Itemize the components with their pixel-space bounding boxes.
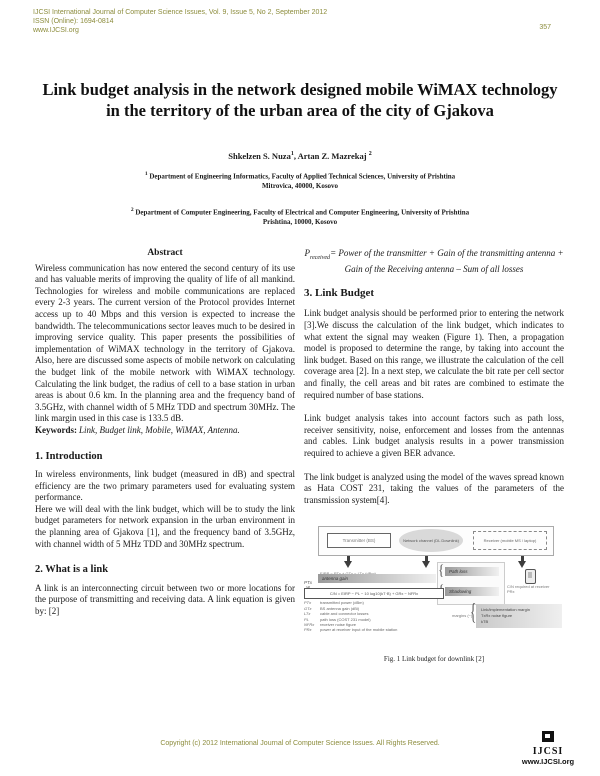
author-1-sup: 1 — [290, 151, 294, 158]
legend-symbol: GTx — [304, 605, 312, 611]
intro-paragraph-2: Here we will deal with the link budget, which will be to study the link budget parameters for network expansion in the urban environment in the planning area of Gjakova [1], and the frequency band of 3.5GHz, with channel width of 5 MHz TDD and 30MHz spectrum. — [35, 503, 295, 549]
section-heading-what-is-a-link: 2. What is a link — [35, 564, 109, 576]
authors-line — [0, 151, 600, 161]
paper-title: Link budget analysis in the network designed mobile WiMAX technology in the territory of the urban area of the city of Gjakova — [42, 80, 558, 120]
legend-symbol: PTx — [304, 600, 312, 606]
equation-rhs: = Power of the transmitter + Gain of the transmitting antenna + Gain of the Receiving antenna – Sum of all losses — [330, 248, 564, 275]
link-budget-diagram — [304, 526, 564, 648]
affiliation-2-line2: Prishtina, 10000, Kosovo — [262, 217, 338, 226]
margin-line: Link/implementation margin — [481, 607, 530, 613]
legend-symbol: PL — [304, 616, 309, 622]
affiliation-1-sup: 1 — [144, 171, 148, 177]
budget-paragraph-1: Link budget analysis should be performed prior to entering the network [3].We discuss the calculation of the link budget, which indicates to what extent the signal may weaken (Figure 1). Then, a propagation model is proposed to determine the range, by taking into account the link budget. Based on this range, we illustrate the calculation of the cell coverage area [2]. In a next step, we calculate the bit rate per cell sector and finally, the cell areas and bit rates are combined to estimate the required number of base stations. — [304, 308, 564, 400]
margin-line: TxRx noise figure — [481, 613, 513, 619]
legend-desc: receiver noise figure — [320, 621, 357, 627]
section-heading-introduction: 1. Introduction — [35, 450, 103, 462]
down-arrow-icon — [518, 556, 526, 568]
network-channel-cloud: Network channel (DL Downlink) — [399, 529, 463, 552]
author-1: Shkelzen S. Nuza — [228, 151, 291, 161]
ijcsi-logo — [516, 729, 580, 766]
affiliation-2 — [60, 206, 540, 227]
journal-header — [33, 8, 327, 35]
legend-symbol: PRx — [304, 627, 312, 633]
cn-formula-box: C/N = EIRP − PL − 10 log10(kT·B) + GRx − NFRx — [304, 588, 444, 599]
shadowing-bar: Shadowing — [445, 587, 499, 596]
legend-row — [304, 627, 439, 632]
affiliation-2-line1: Department of Computer Engineering, Faculty of Electrical and Computer Engineering, University of Prishtina — [133, 208, 470, 217]
down-arrow-icon — [344, 556, 352, 568]
legend-symbol: NFRx — [304, 621, 315, 627]
cn-line1: C/N required at receiver — [507, 584, 550, 590]
margin-line: kTB — [481, 619, 489, 625]
figure-caption: Fig. 1 Link budget for downlink [2] — [383, 655, 485, 664]
page-number: 357 — [539, 24, 551, 31]
section-heading-link-budget: 3. Link Budget — [304, 286, 374, 299]
equation-subscript: received — [309, 254, 331, 261]
mobile-phone-icon — [525, 569, 536, 584]
legend-symbol: LTx — [304, 611, 311, 617]
keywords-line — [35, 425, 295, 437]
journal-header-line2: ISSN (Online): 1694-0814 — [33, 18, 114, 25]
affiliation-2-sup: 2 — [130, 207, 134, 213]
affiliation-1-line2: Mitrovica, 40000, Kosovo — [261, 181, 339, 190]
author-separator: , — [293, 151, 298, 161]
antenna-gain-bar: antenna gain — [318, 574, 436, 583]
body-columns — [35, 248, 565, 666]
margins-note: margins (−) — [452, 613, 473, 619]
path-loss-bar: Path loss — [445, 567, 499, 576]
link-paragraph-1: A link is an interconnecting circuit between two or more locations for the purpose of transmitting and receiving data. A link equation is given by: [2] — [35, 582, 295, 617]
legend-desc: transmitted power (dBm) — [320, 600, 364, 606]
intro-paragraph-1: In wireless environments, link budget (measured in dB) and spectral efficiency are the two primary parameters used for evaluating system performance. — [35, 469, 295, 503]
affiliation-1 — [60, 170, 540, 191]
legend-desc: path loss (COST 231 model) — [320, 616, 371, 622]
keywords-list: Link, Budget link, Mobile, WiMAX, Antenna. — [79, 424, 240, 435]
transmitter-box: Transmitter (BS) — [327, 533, 391, 548]
margins-box — [476, 604, 562, 628]
equation-lhs: P — [304, 248, 310, 258]
cn-required-label — [507, 584, 563, 594]
legend-desc: BS antenna gain (dBi) — [320, 605, 360, 611]
author-2-sup: 2 — [368, 151, 372, 158]
journal-header-line3: www.IJCSI.org — [33, 27, 79, 34]
brace-icon: { — [470, 598, 477, 626]
cn-line2: PRx — [507, 589, 515, 595]
abstract-heading: Abstract — [147, 248, 183, 258]
legend-desc: power at receiver input of the mobile station — [320, 627, 398, 633]
figure-1 — [304, 526, 564, 666]
receiver-box: Receiver (mobile MS / laptop) — [473, 531, 547, 550]
right-column — [304, 248, 564, 666]
keywords-label: Keywords: — [35, 424, 77, 435]
pt-text: PTx — [304, 580, 313, 586]
ijcsi-logo-icon — [542, 731, 554, 742]
budget-paragraph-3: The link budget is analyzed using the model of the waves spread known as Hata COST 231, taking the values of the parameters of the transmission system[4]. — [304, 471, 564, 505]
journal-header-line1: IJCSI International Journal of Computer Science Issues, Vol. 9, Issue 5, No 2, September 2012 — [33, 9, 328, 16]
author-2: Artan Z. Mazrekaj — [297, 151, 367, 161]
brace-icon: { — [438, 561, 445, 579]
copyright-line: Copyright (c) 2012 International Journal of Computer Science Issues. All Rights Reserved. — [160, 740, 440, 747]
down-arrow-icon — [422, 556, 430, 568]
figure-legend — [304, 600, 439, 632]
diagram-top-row — [318, 526, 554, 556]
legend-desc: cable and connector losses — [320, 611, 369, 617]
received-power-equation — [304, 248, 564, 276]
left-column — [35, 248, 295, 666]
ijcsi-logo-url: www.IJCSI.org — [521, 757, 575, 766]
affiliation-1-line1: Department of Engineering Informatics, Faculty of Applied Technical Sciences, University of Prishtina — [147, 172, 456, 181]
abstract-body: Wireless communication has now entered the second century of its use and has valuable merits of improving the quality of life of all mankind. Technologies for wireless and mobile communications are replaced every 2-3 years. The current version of the Protocol provides Internet access up to 40 Mbps and this version is expected to increase the bandwidth. The telecommunications sector leaves much to be desired in improving service quality. This paper presents the possibilities of implementation of WiMAX technology in the territory of Gjakova. Also, here are discussed some aspects of mobile network on calculating the budget link of the mobile network with WiMAX technology. Calculating the link budget, the radius of cell to a base station in urban areas is about 0.6 km. In the planning area and the frequency band of 3.5GHz, with channel width of 5 MHz TDD and spectrum 30MHz. The link margin used in this case is 133.5 dB. — [35, 262, 295, 424]
ijcsi-logo-name: IJCSI — [532, 746, 564, 757]
budget-paragraph-2: Link budget analysis takes into account factors such as path loss, receiver sensitivity, noise, enforcement and losses from the antennas and cables. Link budget analysis results in a power transmission required to achieve a given BER advance. — [304, 413, 564, 458]
